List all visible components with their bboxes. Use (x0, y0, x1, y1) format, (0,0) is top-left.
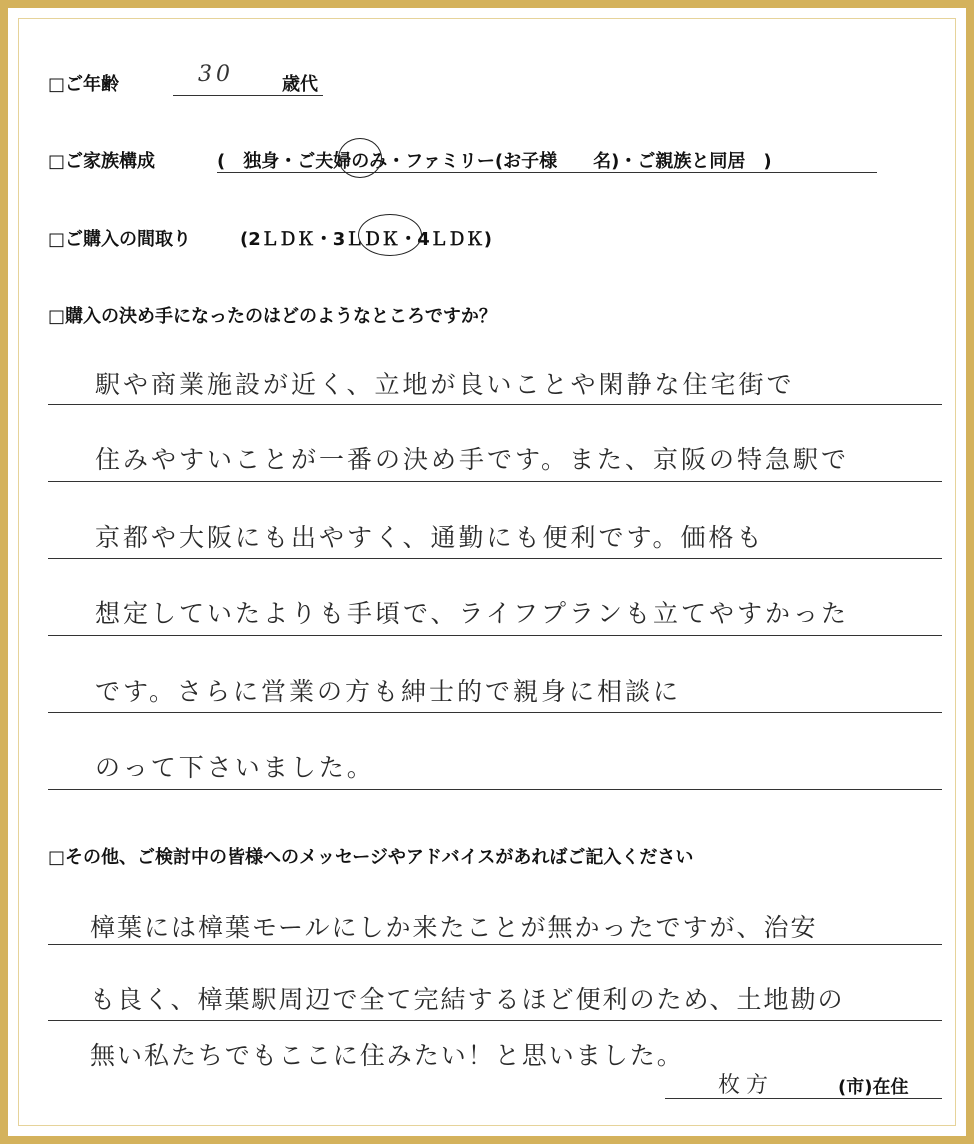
signature-city: 枚方 (718, 1073, 775, 1098)
message-rule-2 (48, 1020, 942, 1021)
message-line-1: 樟葉には樟葉モールにしか来たことが無かったですが、治安 (90, 913, 818, 942)
reason-rule-4 (48, 635, 942, 636)
layout-selected-circle (358, 214, 422, 256)
layout-options: (2ＬＤＫ・3ＬＤＫ・4ＬＤＫ) (240, 229, 493, 250)
question-age: □ご年齢 (48, 74, 120, 95)
age-suffix: 歳代 (282, 74, 318, 95)
reason-rule-6 (48, 789, 942, 790)
reason-rule-3 (48, 558, 942, 559)
reason-line-6: のって下さいました。 (95, 753, 375, 782)
question-reason: □購入の決め手になったのはどのようなところですか？ (48, 306, 497, 327)
age-value: 30 (198, 62, 234, 87)
family-selected-circle (338, 138, 382, 178)
family-underline (217, 172, 877, 173)
reason-rule-1 (48, 404, 942, 405)
message-rule-1 (48, 944, 942, 945)
age-underline (173, 95, 323, 96)
signature-suffix: (市)在住 (838, 1077, 909, 1098)
reason-line-5: です。さらに営業の方も紳士的で親身に相談に (95, 677, 682, 706)
frame-inner-border (18, 18, 956, 1126)
message-line-3: 無い私たちでもここに住みたい！と思いました。 (90, 1041, 684, 1070)
question-family: □ご家族構成 (48, 151, 156, 172)
reason-line-2: 住みやすいことが一番の決め手です。また、京阪の特急駅で (95, 445, 850, 474)
reason-rule-2 (48, 481, 942, 482)
reason-line-4: 想定していたよりも手頃で、ライフプランも立てやすかった (95, 599, 850, 628)
reason-rule-5 (48, 712, 942, 713)
family-options: ( 独身・ご夫婦のみ・ファミリー(お子様 名)・ご親族と同居 ) (217, 151, 772, 172)
question-layout: □ご購入の間取り (48, 229, 192, 250)
reason-line-1: 駅や商業施設が近く、立地が良いことや閑静な住宅街で (95, 370, 795, 399)
signature-underline (665, 1098, 942, 1099)
reason-line-3: 京都や大阪にも出やすく、通勤にも便利です。価格も (95, 523, 765, 552)
question-message: □その他、ご検討中の皆様へのメッセージやアドバイスがあればご記入ください (48, 847, 694, 868)
message-line-2: も良く、樟葉駅周辺で全て完結するほど便利のため、土地勘の (90, 985, 845, 1014)
